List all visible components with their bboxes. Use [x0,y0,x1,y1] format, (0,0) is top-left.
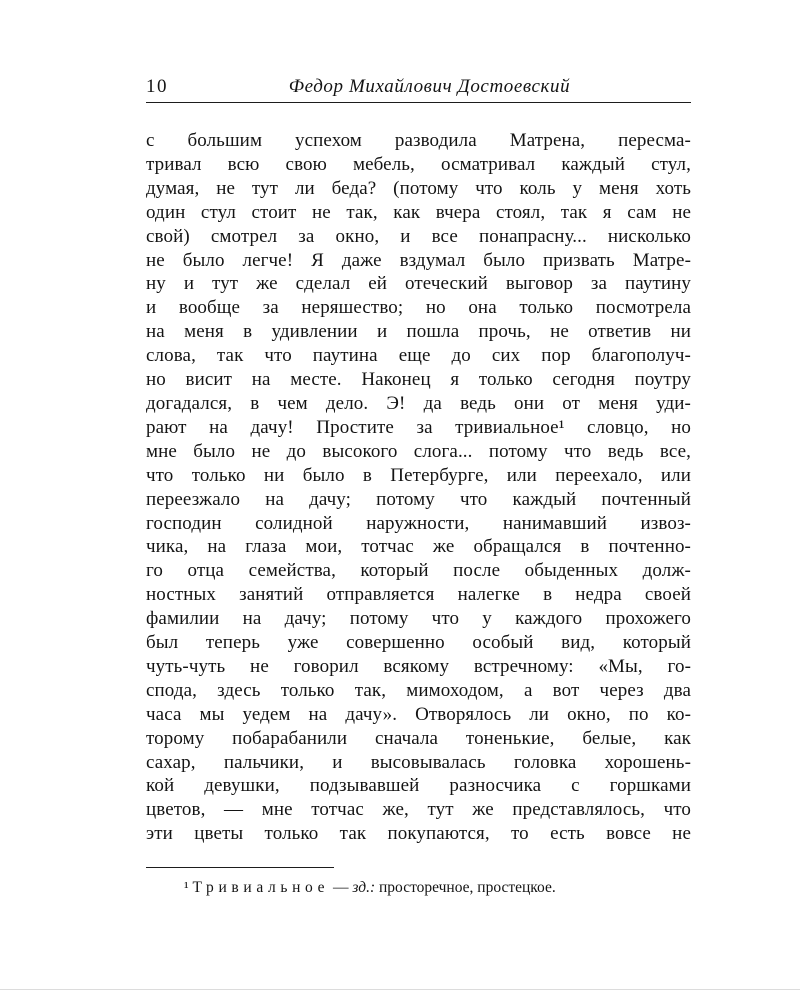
footnote-text [146,878,691,898]
text-line: цветов, — мне тотчас же, тут же представлялось, что [146,799,691,821]
footnote-divider [146,867,334,868]
text-line: что только ни было в Петербурге, или переехало, или [146,464,691,486]
page-content [146,76,691,898]
text-line: слова, так что паутина еще до сих пор благополуч- [146,345,691,367]
text-line: сахар, пальчики, и высовывалась головка хорошень- [146,751,691,773]
text-line: был теперь уже совершенно особый вид, который [146,632,691,654]
text-line: ну и тут же сделал ей отеческий выговор за паутину [146,273,691,295]
text-line: думая, не тут ли беда? (потому что коль у меня хоть [146,177,691,199]
text-line: с большим успехом разводила Матрена, пересма- [146,130,691,151]
footnote-dash: — [329,879,353,897]
text-line: торому побарабанили сначала тоненькие, белые, как [146,727,691,749]
text-line: го отца семейства, который после обыденных долж- [146,560,691,582]
text-line: спода, здесь только так, мимоходом, а вот через два [146,679,691,701]
page-number: 10 [146,76,168,97]
footnote-definition: просторечное, простецкое. [375,879,556,897]
text-line: но висит на месте. Наконец я только сегодня поутру [146,369,691,391]
text-line: фамилии на дачу; потому что у каждого прохожего [146,608,691,630]
header-divider [146,102,691,103]
text-line: чуть-чуть не говорил всякому встречному: «Мы, го- [146,655,691,677]
page-header [146,76,691,98]
text-line: кой девушки, подзывавшей разносчика с горшками [146,775,691,797]
text-line: и вообще за неряшество; но она только посмотрела [146,297,691,319]
text-line: догадался, в чем дело. Э! да ведь они от меня уди- [146,392,691,414]
text-line: ностных занятий отправляется налегке в недра своей [146,584,691,606]
text-line: один стул стоит не так, как вчера стоял, так я сам не [146,201,691,223]
text-line: господин солидной наружности, нанимавший извоз- [146,512,691,534]
text-line: мне было не до высокого слога... потому что ведь все, [146,440,691,462]
text-line: переезжало на дачу; потому что каждый почтенный [146,488,691,510]
text-line: свой) смотрел за окно, и все понапрасну... нисколько [146,225,691,247]
page-scan-edge [0,989,800,990]
text-line: часа мы уедем на дачу». Отворялось ли окно, по ко- [146,703,691,725]
text-line: чика, на глаза мои, тотчас же обращался в почтенно- [146,536,691,558]
footnote-marker: ¹ [184,879,193,897]
text-line: рают на дачу! Простите за тривиальное¹ словцо, но [146,416,691,438]
footnote-term: Тривиальное [192,879,330,897]
text-line: не было легче! Я даже вздумал было призвать Матре- [146,249,691,271]
footnote-block [146,867,691,898]
text-line: на меня в удивлении и пошла прочь, не ответив ни [146,321,691,343]
text-line: тривал всю свою мебель, осматривал каждый стул, [146,153,691,175]
text-line: эти цветы только так покупаются, то есть вовсе не [146,823,691,845]
running-header-title: Федор Михайлович Достоевский [288,76,571,97]
body-paragraph [146,129,691,846]
footnote-abbreviation: зд.: [352,879,376,897]
